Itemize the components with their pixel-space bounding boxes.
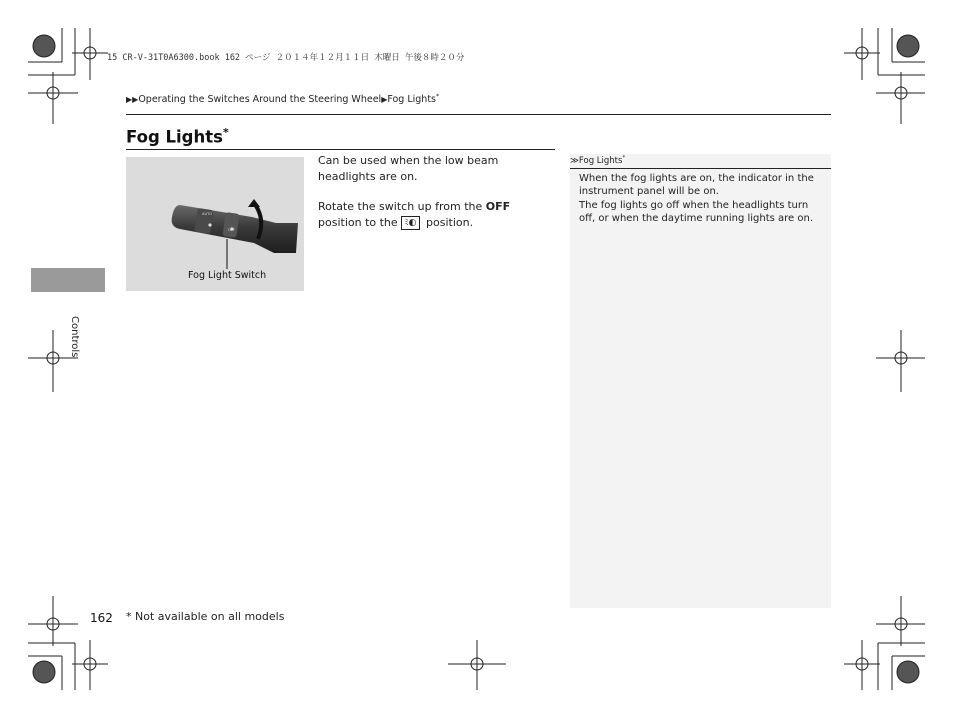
side-note-rule [570, 168, 831, 169]
side-note-heading-star: * [622, 155, 626, 161]
body-p2-suffix: position. [422, 216, 474, 229]
side-note-paragraph-2: The fog lights go off when the headlights turn off, or when the daytime running lights are on. [579, 200, 814, 224]
breadcrumb-page: Fog Lights [387, 94, 436, 106]
side-note-heading-text[interactable]: Fog Lights [578, 155, 623, 166]
body-p2-prefix: Rotate the switch up from the [318, 200, 486, 213]
side-note-paragraph-1: When the fog lights are on, the indicator in the instrument panel will be on. [579, 173, 814, 197]
body-paragraph-2 [318, 199, 556, 231]
side-note-marker-icon: ≫ [570, 155, 579, 166]
off-position-label: OFF [485, 200, 511, 213]
page-title [126, 126, 229, 147]
chapter-tab[interactable] [31, 268, 105, 292]
switch-label-off: OFF [228, 228, 235, 232]
title-rule [126, 149, 555, 150]
side-note-heading [570, 155, 625, 166]
print-file-header: 15 CR-V-31T0A6300.book 162 ページ ２０１４年１２月１１日 木曜日 午後８時２０分 [107, 53, 465, 63]
page-number: 162 [90, 611, 113, 625]
breadcrumb-arrow-icon: ▶▶ [126, 95, 139, 105]
switch-label-auto: AUTO [202, 212, 213, 216]
body-paragraph-1: Can be used when the low beam headlights are on. [318, 154, 499, 183]
chapter-tab-label: Controls [69, 316, 80, 358]
footnote: * Not available on all models [126, 610, 285, 623]
breadcrumb [126, 93, 439, 105]
breadcrumb-separator-icon: ▶ [381, 95, 388, 105]
fog-light-icon: ﾐ◐ [401, 216, 419, 230]
header-rule [126, 114, 831, 115]
body-p2-middle: position to the [318, 216, 402, 229]
page-title-text: Fog Lights [126, 127, 223, 147]
illustration-caption: Fog Light Switch [188, 270, 267, 281]
page-title-star: * [222, 126, 229, 139]
breadcrumb-star: * [436, 93, 439, 100]
breadcrumb-section-link[interactable]: Operating the Switches Around the Steering Wheel [138, 94, 382, 106]
